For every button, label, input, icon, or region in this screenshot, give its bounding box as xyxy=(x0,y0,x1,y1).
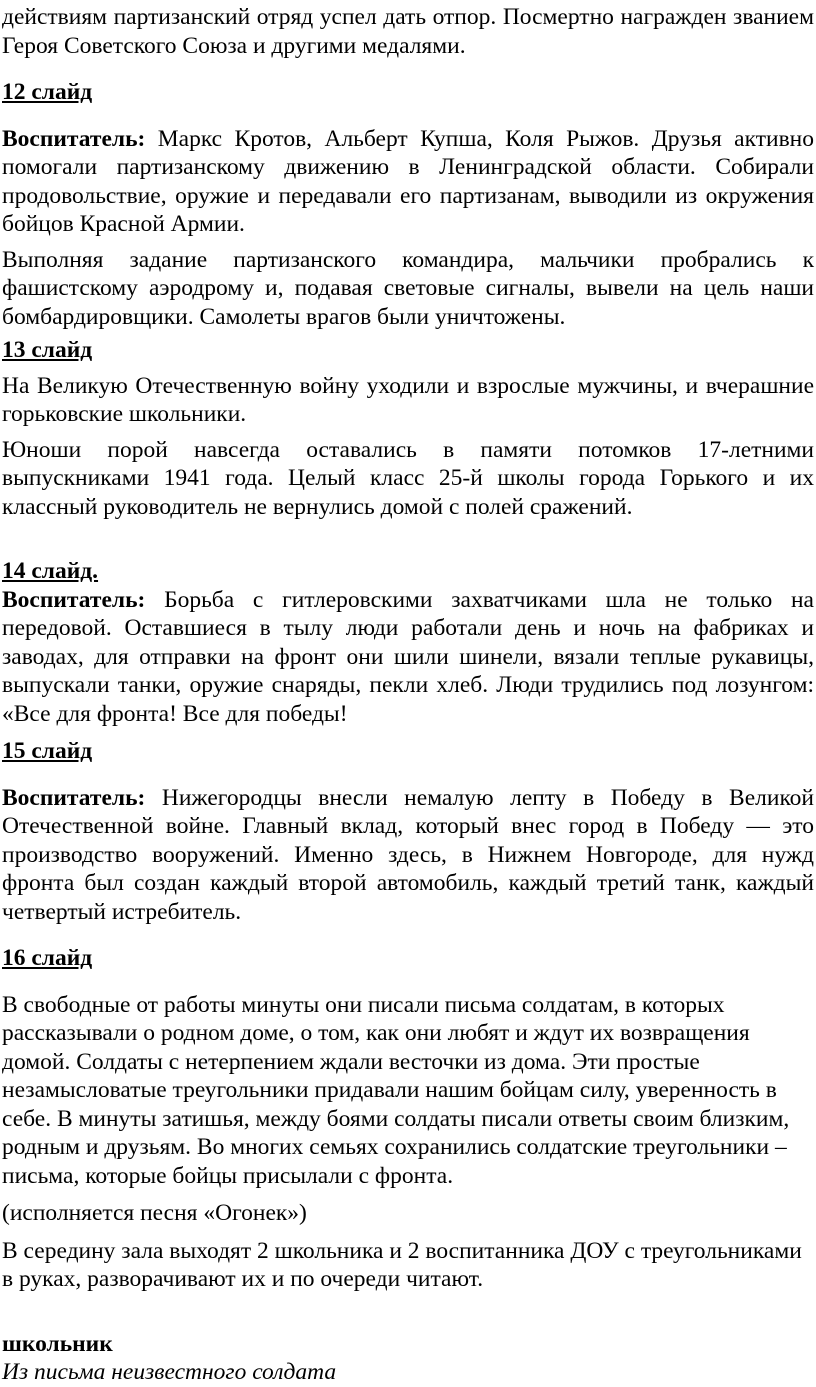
paragraph-slide-14 xyxy=(2,586,814,729)
paragraph-slide-15 xyxy=(2,784,814,927)
heading-slide-14: 14 слайд. xyxy=(2,558,99,584)
paragraph-intro: действиям партизанский отряд успел дать отпор. Посмертно награжден званием Героя Советского Союза и другими медалями. xyxy=(2,4,814,59)
document-page xyxy=(0,3,816,1385)
paragraph-slide-12-a xyxy=(2,125,814,239)
letter-subtitle xyxy=(2,1358,814,1387)
heading-slide-15: 15 слайд xyxy=(2,738,93,764)
speaker-label: Воспитатель: xyxy=(2,586,146,613)
speaker-heading: школьник xyxy=(2,1330,113,1357)
paragraph-slide-16-a: В свободные от работы минуты они писали письма солдатам, в которых рассказывали о родном доме, о том, как они любят и ждут их возвращения домой. Солдаты с нетерпением ждали весточки из дома. Эти простые незамысловатые треугольники придавали нашим бойцам силу, уверенность в себе. В минуты затишья, между боями солдаты писали ответы своим близким, родным и друзьям. Во многих семьях сохранились солдатские треугольники – письма, которые бойцы присылали с фронта. xyxy=(2,991,790,1189)
speaker-label: Воспитатель: xyxy=(2,125,146,152)
paragraph-slide-13-b: Юноши порой навсегда оставались в памяти потомков 17-летними выпускниками 1941 года. Целый класс 25-й школы города Горького и их классный руководитель не вернулись домой с полей сражений. xyxy=(2,436,814,520)
paragraph-text: Борьба с гитлеровскими захватчиками шла не только на передовой. Оставшиеся в тылу люди работали день и ночь на фабриках и заводах, для отправки на фронт они шили шинели, вязали теплые рукавицы, выпускали танки, оружие снаряды, пекли хлеб. Люди трудились под лозунгом: «Все для фронта! Все для победы! xyxy=(2,586,814,727)
letter-subtitle-text: Из письма неизвестного солдата xyxy=(2,1359,337,1385)
paragraph-text: Маркс Кротов, Альберт Купша, Коля Рыжов. Друзья активно помогали партизанскому движению в Ленинградской области. Собирали продовольствие, оружие и передавали его партизанам, выводили из окружения бойцов Красной Армии. xyxy=(2,125,814,237)
speaker-label: Воспитатель: xyxy=(2,784,146,811)
paragraph-song-note: (исполняется песня «Огонек») xyxy=(2,1200,307,1226)
paragraph-slide-13-a: На Великую Отечественную войну уходили и взрослые мужчины, и вчерашние горьковские школьники. xyxy=(2,372,814,427)
heading-slide-16: 16 слайд xyxy=(2,945,93,971)
paragraph-text: Нижегородцы внесли немалую лепту в Победу в Великой Отечественной войне. Главный вклад, который внес город в Победу — это производство вооружений. Именно здесь, в Нижнем Новгороде, для нужд фронта был создан каждый второй автомобиль, каждый третий танк, каждый четвертый истребитель. xyxy=(2,784,814,925)
paragraph-slide-12-b: Выполняя задание партизанского командира, мальчики пробрались к фашистскому аэродрому и, подавая световые сигналы, вывели на цель наши бомбардировщики. Самолеты врагов были уничтожены. xyxy=(2,246,814,330)
heading-slide-12: 12 слайд xyxy=(2,79,93,105)
paragraph-stage-direction: В середину зала выходят 2 школьника и 2 воспитанника ДОУ с треугольниками в руках, разворачивают их и по очереди читают. xyxy=(2,1237,802,1292)
heading-slide-13: 13 слайд xyxy=(2,337,93,363)
